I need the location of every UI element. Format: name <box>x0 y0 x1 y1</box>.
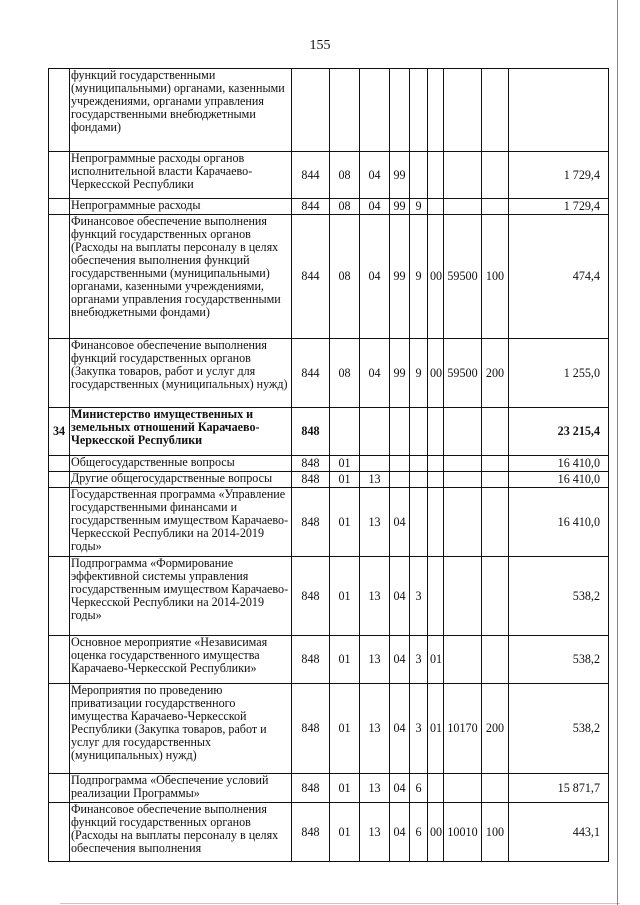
code-direction <box>444 636 482 684</box>
code-rz: 01 <box>330 636 360 684</box>
item-name: Непрограммные расходы <box>70 199 292 215</box>
code-rz: 01 <box>330 557 360 636</box>
code-program: 04 <box>390 488 410 557</box>
code-direction <box>444 557 482 636</box>
row-number <box>49 803 70 862</box>
row-number <box>49 636 70 684</box>
row-number <box>49 199 70 215</box>
table-row <box>49 408 609 456</box>
code-program: 99 <box>390 152 410 199</box>
code-program <box>390 408 410 456</box>
row-number <box>49 456 70 472</box>
code-gr: 848 <box>292 456 330 472</box>
item-name: Другие общегосударственные вопросы <box>70 472 292 488</box>
amount: 443,1 <box>509 803 609 862</box>
row-number <box>49 339 70 408</box>
code-direction <box>444 152 482 199</box>
code-program: 99 <box>390 199 410 215</box>
code-event <box>428 774 444 803</box>
code-subprogram <box>410 69 428 152</box>
code-program: 04 <box>390 803 410 862</box>
table-row <box>49 803 609 862</box>
code-gr: 844 <box>292 199 330 215</box>
row-number <box>49 69 70 152</box>
code-vr <box>482 456 509 472</box>
code-rz: 01 <box>330 456 360 472</box>
code-gr: 848 <box>292 408 330 456</box>
code-direction <box>444 774 482 803</box>
code-event: 00 <box>428 803 444 862</box>
amount: 474,4 <box>509 215 609 339</box>
code-gr: 848 <box>292 472 330 488</box>
code-rz: 08 <box>330 215 360 339</box>
table-row <box>49 339 609 408</box>
code-event <box>428 557 444 636</box>
item-name: Подпрограмма «Формирование эффективной системы управления государственным имуществом Карачаево-Черкесской Республики на 2014-2019 годы» <box>70 557 292 636</box>
code-vr <box>482 636 509 684</box>
code-gr: 848 <box>292 774 330 803</box>
table-row <box>49 152 609 199</box>
code-gr: 844 <box>292 152 330 199</box>
code-vr: 100 <box>482 803 509 862</box>
code-direction: 59500 <box>444 215 482 339</box>
code-rz: 08 <box>330 152 360 199</box>
code-event: 01 <box>428 684 444 774</box>
table-row <box>49 636 609 684</box>
code-rz: 01 <box>330 803 360 862</box>
table-row <box>49 684 609 774</box>
amount: 16 410,0 <box>509 456 609 472</box>
item-name: Министерство имущественных и земельных отношений Карачаево-Черкесской Республики <box>70 408 292 456</box>
amount: 15 871,7 <box>509 774 609 803</box>
code-event <box>428 488 444 557</box>
code-pr <box>360 69 390 152</box>
item-name: функций государственными (муниципальными) органами, казенными учреждениями, органами управления государственными внебюджетными фондами) <box>70 69 292 152</box>
code-rz: 01 <box>330 488 360 557</box>
item-name: Непрограммные расходы органов исполнительной власти Карачаево-Черкесской Республики <box>70 152 292 199</box>
code-pr: 04 <box>360 152 390 199</box>
code-gr: 848 <box>292 636 330 684</box>
code-gr <box>292 69 330 152</box>
code-gr: 848 <box>292 803 330 862</box>
code-vr <box>482 408 509 456</box>
amount: 1 729,4 <box>509 199 609 215</box>
code-gr: 844 <box>292 215 330 339</box>
table-row <box>49 456 609 472</box>
scan-edge-line <box>617 0 618 905</box>
code-pr: 13 <box>360 684 390 774</box>
code-vr <box>482 199 509 215</box>
code-program: 99 <box>390 215 410 339</box>
budget-table <box>48 68 609 862</box>
code-program <box>390 69 410 152</box>
row-number <box>49 684 70 774</box>
item-name: Подпрограмма «Обеспечение условий реализации Программы» <box>70 774 292 803</box>
item-name: Финансовое обеспечение выполнения функций государственных органов (Расходы на выплаты персоналу в целях обеспечения выполнения функций государственными (муниципальными) органами, казенными учреждениями, органами управления государственными внебюджетными фондами) <box>70 215 292 339</box>
item-name: Основное мероприятие «Независимая оценка государственного имущества Карачаево-Черкесской Республики» <box>70 636 292 684</box>
code-rz: 01 <box>330 684 360 774</box>
item-name: Мероприятия по проведению приватизации государственного имущества Карачаево-Черкесской Республики (Закупка товаров, работ и услуг для государственных (муниципальных) нужд) <box>70 684 292 774</box>
code-event <box>428 472 444 488</box>
code-subprogram: 6 <box>410 803 428 862</box>
code-event: 00 <box>428 339 444 408</box>
code-gr: 844 <box>292 339 330 408</box>
code-rz: 08 <box>330 339 360 408</box>
code-pr: 13 <box>360 472 390 488</box>
code-event <box>428 199 444 215</box>
code-program: 04 <box>390 684 410 774</box>
code-vr <box>482 557 509 636</box>
code-vr: 100 <box>482 215 509 339</box>
code-gr: 848 <box>292 488 330 557</box>
code-gr: 848 <box>292 557 330 636</box>
amount <box>509 69 609 152</box>
table-row <box>49 774 609 803</box>
row-number <box>49 557 70 636</box>
amount: 16 410,0 <box>509 488 609 557</box>
code-pr <box>360 456 390 472</box>
code-vr <box>482 488 509 557</box>
code-program: 04 <box>390 636 410 684</box>
code-event <box>428 408 444 456</box>
code-rz <box>330 69 360 152</box>
row-number <box>49 472 70 488</box>
code-pr: 04 <box>360 199 390 215</box>
code-vr <box>482 774 509 803</box>
code-direction <box>444 69 482 152</box>
code-pr <box>360 408 390 456</box>
amount: 16 410,0 <box>509 472 609 488</box>
row-number: 34 <box>49 408 70 456</box>
code-program <box>390 472 410 488</box>
table-row <box>49 557 609 636</box>
scan-bottom-line <box>60 903 620 904</box>
code-event: 01 <box>428 636 444 684</box>
code-subprogram: 6 <box>410 774 428 803</box>
code-pr: 13 <box>360 488 390 557</box>
amount: 23 215,4 <box>509 408 609 456</box>
code-pr: 13 <box>360 803 390 862</box>
code-program: 99 <box>390 339 410 408</box>
code-event: 00 <box>428 215 444 339</box>
code-subprogram: 9 <box>410 199 428 215</box>
amount: 538,2 <box>509 636 609 684</box>
code-vr <box>482 152 509 199</box>
code-direction <box>444 472 482 488</box>
code-direction: 59500 <box>444 339 482 408</box>
code-subprogram <box>410 152 428 199</box>
amount: 538,2 <box>509 557 609 636</box>
code-pr: 13 <box>360 636 390 684</box>
code-subprogram <box>410 408 428 456</box>
code-rz: 08 <box>330 199 360 215</box>
code-rz: 01 <box>330 472 360 488</box>
code-pr: 04 <box>360 215 390 339</box>
table-row <box>49 488 609 557</box>
code-vr: 200 <box>482 684 509 774</box>
code-vr <box>482 69 509 152</box>
code-event <box>428 152 444 199</box>
code-rz: 01 <box>330 774 360 803</box>
code-rz <box>330 408 360 456</box>
item-name: Общегосударственные вопросы <box>70 456 292 472</box>
code-subprogram: 3 <box>410 557 428 636</box>
row-number <box>49 774 70 803</box>
code-gr: 848 <box>292 684 330 774</box>
code-event <box>428 69 444 152</box>
code-vr <box>482 472 509 488</box>
item-name: Финансовое обеспечение выполнения функций государственных органов (Закупка товаров, работ и услуг для государственных (муниципальных) нужд) <box>70 339 292 408</box>
table-row <box>49 199 609 215</box>
code-pr: 13 <box>360 774 390 803</box>
table-row <box>49 69 609 152</box>
row-number <box>49 152 70 199</box>
amount: 538,2 <box>509 684 609 774</box>
code-pr: 13 <box>360 557 390 636</box>
code-direction <box>444 488 482 557</box>
code-subprogram: 3 <box>410 636 428 684</box>
code-direction: 10010 <box>444 803 482 862</box>
code-program <box>390 456 410 472</box>
table-row <box>49 472 609 488</box>
item-name: Государственная программа «Управление государственными финансами и государственным имуществом Карачаево-Черкесской Республики на 2014-2019 годы» <box>70 488 292 557</box>
code-direction <box>444 408 482 456</box>
table-row <box>49 215 609 339</box>
code-direction <box>444 199 482 215</box>
code-event <box>428 456 444 472</box>
code-subprogram: 9 <box>410 215 428 339</box>
page-number: 155 <box>309 38 331 53</box>
row-number <box>49 488 70 557</box>
code-direction: 10170 <box>444 684 482 774</box>
item-name: Финансовое обеспечение выполнения функций государственных органов (Расходы на выплаты персоналу в целях обеспечения выполнения <box>70 803 292 862</box>
code-program: 04 <box>390 557 410 636</box>
code-subprogram <box>410 456 428 472</box>
code-pr: 04 <box>360 339 390 408</box>
code-vr: 200 <box>482 339 509 408</box>
code-subprogram: 3 <box>410 684 428 774</box>
code-program: 04 <box>390 774 410 803</box>
row-number <box>49 215 70 339</box>
code-direction <box>444 456 482 472</box>
code-subprogram: 9 <box>410 339 428 408</box>
code-subprogram <box>410 488 428 557</box>
amount: 1 255,0 <box>509 339 609 408</box>
code-subprogram <box>410 472 428 488</box>
amount: 1 729,4 <box>509 152 609 199</box>
